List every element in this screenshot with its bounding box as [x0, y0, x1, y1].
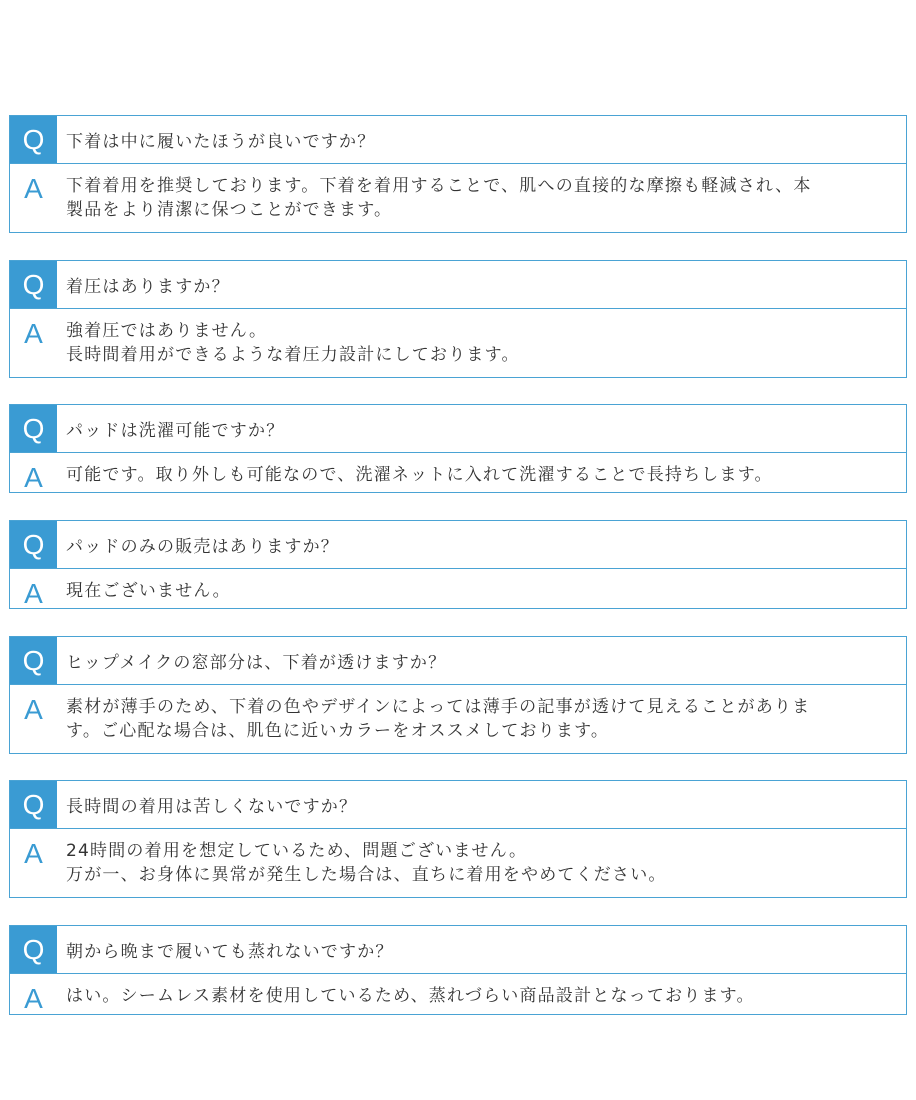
- answer-text: [57, 984, 769, 1008]
- q-badge: Q: [10, 261, 57, 308]
- question-text: ヒップメイクの窓部分は、下着が透けますか？: [66, 653, 447, 673]
- answer-row: [10, 974, 906, 1023]
- q-badge: Q: [10, 405, 57, 452]
- answer-line: 製品をより清潔に保つことができます。: [66, 200, 393, 220]
- question-text: 着圧はありますか？: [66, 277, 230, 297]
- question-text: 長時間の着用は苦しくないですか？: [66, 797, 358, 817]
- answer-line: 24時間の着用を想定しているため、問題ございません。: [66, 841, 528, 861]
- faq-item: [9, 925, 907, 1015]
- answer-row: [10, 685, 906, 752]
- faq-item: [9, 636, 907, 754]
- answer-text: [57, 319, 534, 367]
- faq-item: [9, 780, 907, 898]
- answer-line: はい。シームレス素材を使用しているため、蒸れづらい商品設計となっております。: [66, 986, 755, 1006]
- faq-item: [9, 520, 907, 609]
- question-row: [10, 781, 906, 829]
- answer-line: 現在ございません。: [66, 581, 231, 601]
- question-row: [10, 261, 906, 309]
- answer-line: す。ご心配な場合は、肌色に近いカラーをオススメしております。: [66, 721, 610, 741]
- answer-row: [10, 829, 906, 896]
- question-text: パッドは洗濯可能ですか？: [66, 421, 285, 441]
- question-row: [10, 926, 906, 974]
- answer-line: 強着圧ではありません。: [66, 321, 268, 341]
- q-badge: Q: [10, 781, 57, 828]
- answer-text: [57, 695, 824, 743]
- question-row: [10, 405, 906, 453]
- answer-line: 可能です。取り外しも可能なので、洗濯ネットに入れて洗濯することで長持ちします。: [66, 465, 773, 485]
- q-badge: Q: [10, 926, 57, 973]
- question-row: [10, 637, 906, 685]
- q-badge: Q: [10, 116, 57, 163]
- a-badge: A: [24, 983, 43, 1014]
- a-badge: A: [24, 462, 43, 493]
- answer-line: 素材が薄手のため、下着の色やデザインによっては薄手の記事が透けて見えることがありま: [66, 697, 811, 717]
- a-badge: A: [24, 318, 43, 349]
- answer-line: 下着着用を推奨しております。下着を着用することで、肌への直接的な摩擦も軽減され、本: [66, 176, 812, 196]
- q-badge: Q: [10, 521, 57, 568]
- faq-item: [9, 260, 907, 378]
- question-row: [10, 521, 906, 569]
- a-badge: A: [24, 694, 43, 725]
- question-text: 下着は中に履いたほうが良いですか？: [66, 132, 376, 152]
- faq-item: [9, 404, 907, 493]
- answer-text: [57, 174, 826, 222]
- answer-row: [10, 569, 906, 618]
- a-badge: A: [24, 578, 43, 609]
- answer-line: 万が一、お身体に異常が発生した場合は、直ちに着用をやめてください。: [66, 865, 667, 885]
- a-badge: A: [24, 838, 43, 869]
- answer-line: 長時間着用ができるような着圧力設計にしております。: [66, 345, 520, 365]
- answer-text: [57, 579, 245, 603]
- answer-row: [10, 164, 906, 231]
- question-text: パッドのみの販売はありますか？: [66, 537, 339, 557]
- answer-row: [10, 453, 906, 502]
- q-badge: Q: [10, 637, 57, 684]
- answer-text: [57, 463, 787, 487]
- question-text: 朝から晩まで履いても蒸れないですか？: [66, 942, 394, 962]
- faq-item: [9, 115, 907, 233]
- a-badge: A: [24, 173, 43, 204]
- question-row: [10, 116, 906, 164]
- answer-text: [57, 839, 681, 887]
- answer-row: [10, 309, 906, 376]
